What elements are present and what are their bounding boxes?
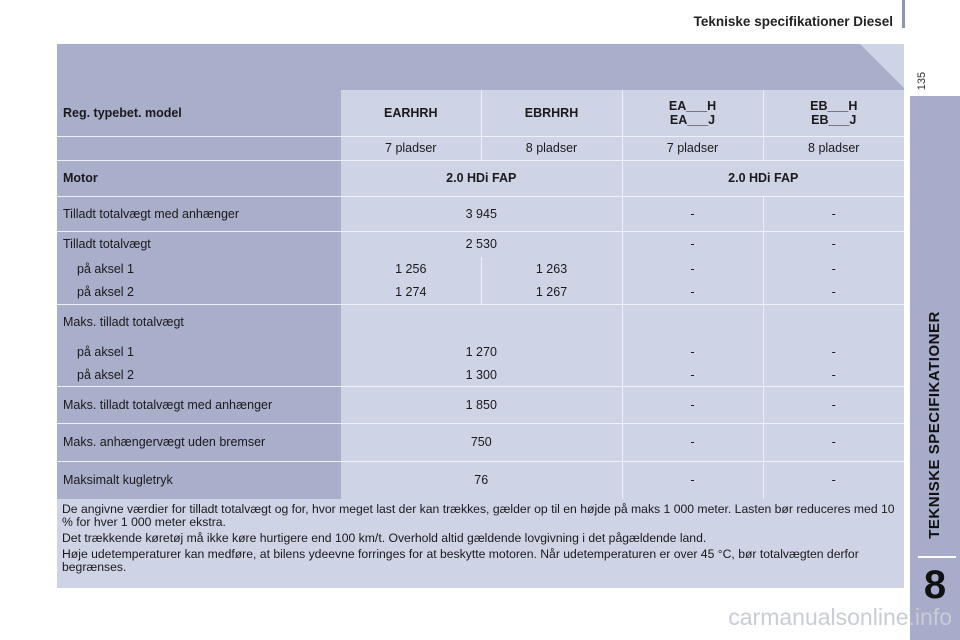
row-value: 76 [341,461,622,499]
table-row-motor [57,160,904,196]
chapter-side-label: TEKNISKE SPECIFIKATIONER [926,311,943,539]
row-label: Maks. tilladt totalvægt med anhænger [57,386,341,423]
row-value-4: - [763,461,904,499]
seats-4: 8 pladser [763,136,904,160]
row-value-3: - [622,386,763,423]
model-label: Reg. typebet. model [57,90,341,136]
header-divider [902,0,905,28]
seats-2: 8 pladser [481,136,622,160]
row-value-3: - [622,257,763,280]
note-altitude: De angivne værdier for tilladt totalvægt og for, hvor meget last der kan trækkes, gælder op til en højde på maks 1 000 meter. Lasten bør reduceres med 10 % for hver 1 000 meter ekstra. [62,502,895,529]
row-value: 1 300 [465,367,497,382]
row-value-1: 1 274 [395,284,427,299]
seats-label-cell [57,136,341,160]
row-value-3: - [622,196,763,231]
table-row [57,280,904,304]
row-label: Maksimalt kugletryk [57,461,341,499]
table-row [57,386,904,423]
model-3 [622,90,763,136]
table-row-seats [57,136,904,160]
row-value-2: 1 263 [481,257,622,280]
row-label: på aksel 1 [57,257,341,280]
table-row [57,461,904,499]
row-value-4: - [763,257,904,280]
row-label: Maks. anhængervægt uden bremser [57,423,341,461]
table-row [57,423,904,461]
spec-panel-header-band [57,44,904,90]
watermark: carmanualsonline.info [728,604,952,630]
row-value-empty-3 [622,304,763,340]
row-value-4: - [763,386,904,423]
row-label: Maks. tilladt totalvægt [57,304,341,340]
row-value: 1 850 [341,386,622,423]
row-label: på aksel 2 [57,280,341,304]
model-4-text: EB___H EB___J [810,98,858,127]
row-value-1: 1 256 [395,261,427,276]
page-header-title: Tekniske specifikationer Diesel [693,14,893,29]
motor-1: 2.0 HDi FAP [341,160,622,196]
chapter-divider [918,556,956,558]
table-row [57,364,904,386]
row-value-empty [341,304,622,340]
row-value: 3 945 [341,196,622,231]
model-1: EARHRH [384,105,438,120]
row-value-2: 1 267 [481,280,622,304]
row-value-3: - [622,461,763,499]
row-value-4: - [763,196,904,231]
table-row [57,304,904,340]
spec-table [57,90,904,499]
row-label: på aksel 1 [57,340,341,364]
seats-3: 7 pladser [622,136,763,160]
row-value-4: - [763,231,904,257]
row-value-4: - [763,280,904,304]
row-value-3: - [622,280,763,304]
chapter-number: 8 [923,563,947,607]
row-label: Tilladt totalvægt med anhænger [57,196,341,231]
page-number: 135 [916,71,928,91]
row-value-3: - [622,340,763,364]
row-value: 2 530 [341,231,622,257]
motor-label: Motor [57,160,341,196]
row-label: Tilladt totalvægt [57,231,341,257]
row-value: 750 [341,423,622,461]
row-value-empty-4 [763,304,904,340]
table-row-models [57,90,904,136]
row-label: på aksel 2 [57,364,341,386]
motor-2: 2.0 HDi FAP [622,160,904,196]
model-4 [763,90,904,136]
model-2: EBRHRH [481,90,622,136]
notes [62,503,898,577]
row-value-4: - [763,340,904,364]
table-row [57,231,904,257]
row-value-3: - [622,423,763,461]
row-value: 1 270 [465,345,497,359]
model-3-text: EA___H EA___J [668,98,717,127]
note-temperature: Høje udetemperaturer kan medføre, at bilens ydeevne forringes for at beskytte motoren. Når udetemperaturen er over 45 °C, bør totalvægten derfor begrænses. [62,547,859,574]
seats-1: 7 pladser [341,136,481,160]
row-value-3: - [622,231,763,257]
row-value-3: - [622,364,763,386]
table-row [57,257,904,280]
row-value-4: - [763,364,904,386]
table-row [57,196,904,231]
note-speed: Det trækkende køretøj må ikke køre hurtigere end 100 km/t. Overhold altid gældende lovgivning i det pågældende land. [62,531,707,545]
row-value-4: - [763,423,904,461]
table-row [57,340,904,364]
